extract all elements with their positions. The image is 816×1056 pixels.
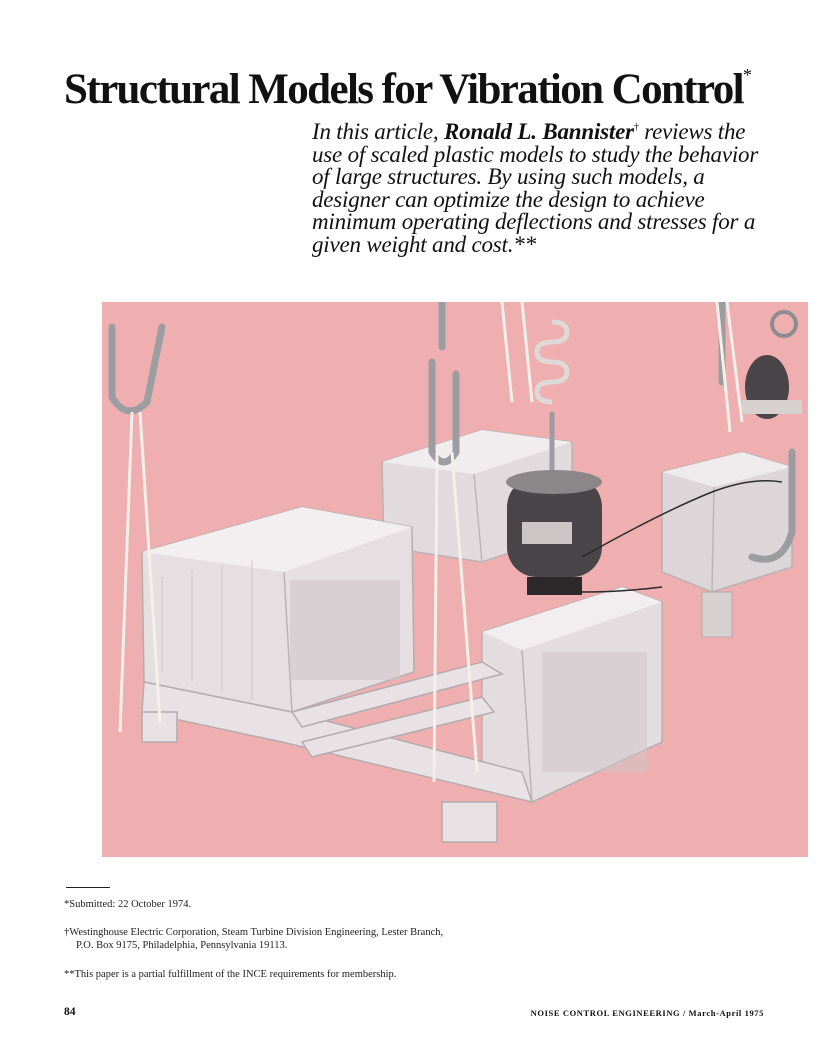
abstract-lead: In this article,	[312, 119, 445, 144]
structural-model-photo	[102, 302, 808, 857]
running-footer: NOISE CONTROL ENGINEERING / March-April 1975	[530, 1008, 764, 1018]
footnote-membership: **This paper is a partial fulfillment of the INCE requirements for membership.	[64, 969, 397, 980]
author-name: Ronald L. Bannister	[444, 119, 634, 144]
author-footnote-mark: †	[633, 122, 639, 133]
footnote-rule	[66, 887, 110, 888]
page-number: 84	[64, 1006, 76, 1018]
footnote-affiliation	[64, 927, 544, 952]
affiliation-line-2: P.O. Box 9175, Philadelphia, Pennsylvania 19113.	[76, 939, 288, 951]
plastic-model-illustration	[102, 302, 808, 857]
footnote-submitted: *Submitted: 22 October 1974.	[64, 899, 192, 910]
abstract-body: reviews the use of scaled plastic models to study the behavior of large structures. By using such models, a designer can optimize the design to achieve minimum operating deflections and stresses for a given weight and cost.**	[312, 119, 759, 257]
abstract	[312, 117, 772, 256]
article-title	[0, 50, 816, 115]
article-title-text: Structural Models for Vibration Control	[64, 66, 743, 113]
affiliation-line-1: †Westinghouse Electric Corporation, Steam Turbine Division Engineering, Lester Branch,	[64, 927, 444, 938]
title-footnote-mark: *	[742, 65, 752, 85]
